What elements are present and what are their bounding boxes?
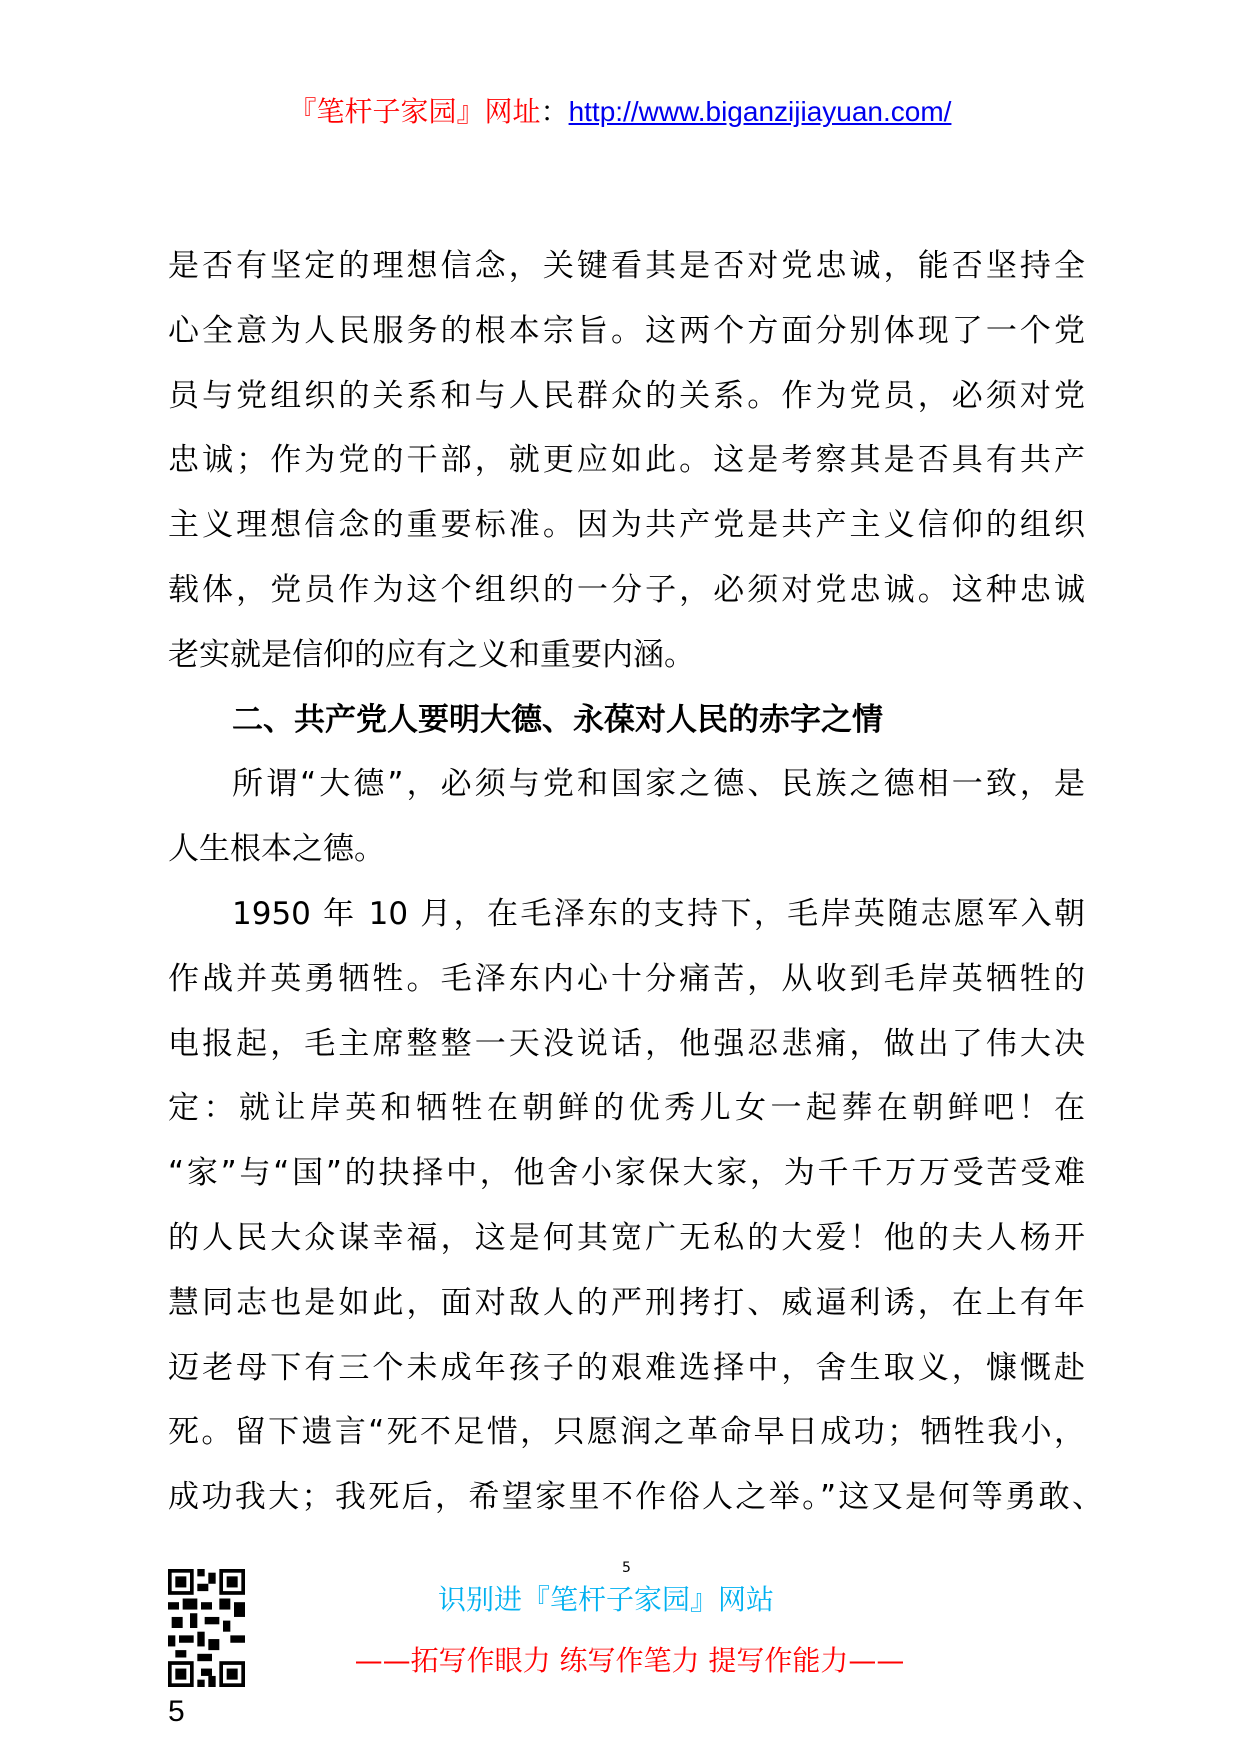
text-line: 人生根本之德。: [168, 831, 385, 868]
document-body: [168, 234, 1103, 1530]
text-line: 电报起，毛主席整整一天没说话，他强忍悲痛，做出了伟大决: [168, 1025, 1085, 1062]
site-url-link[interactable]: http://www.biganzijiayuan.com/: [568, 96, 952, 127]
page-number-small: 5: [622, 1560, 631, 1576]
text-line: 死。留下遗言“死不足惜，只愿润之革命早日成功；牺牲我小，: [168, 1414, 1085, 1451]
section-heading: 二、共产党人要明大德、永葆对人民的赤字之情: [232, 701, 883, 738]
page-number: 5: [168, 1695, 185, 1728]
text-line: 1950 年 10 月，在毛泽东的支持下，毛岸英随志愿军入朝: [232, 895, 1085, 932]
text-line: 老实就是信仰的应有之义和重要内涵。: [168, 636, 695, 673]
text-line: “家”与“国”的抉择中，他舍小家保大家，为千千万万受苦受难: [168, 1155, 1085, 1192]
text-line: 的人民大众谋幸福，这是何其宽广无私的大爱！他的夫人杨开: [168, 1219, 1085, 1256]
header-colon: ：: [540, 95, 569, 128]
text-line: 所谓“大德”，必须与党和国家之德、民族之德相一致，是: [232, 766, 1085, 803]
site-name: 『笔杆子家园』网址: [288, 95, 541, 128]
text-line: 慧同志也是如此，面对敌人的严刑拷打、威逼利诱，在上有年: [168, 1284, 1085, 1321]
text-line: 迈老母下有三个未成年孩子的艰难选择中，舍生取义，慷慨赴: [168, 1349, 1085, 1386]
text-line: 主义理想信念的重要标准。因为共产党是共产主义信仰的组织: [168, 507, 1085, 544]
text-line: 成功我大；我死后，希望家里不作俗人之举。”这又是何等勇敢、: [168, 1479, 1103, 1516]
text-line: 忠诚；作为党的干部，就更应如此。这是考察其是否具有共产: [168, 442, 1085, 479]
text-line: 载体，党员作为这个组织的一分子，必须对党忠诚。这种忠诚: [168, 571, 1085, 608]
text-line: 是否有坚定的理想信念，关键看其是否对党忠诚，能否坚持全: [168, 248, 1085, 284]
footer-slogan-line1: 识别进『笔杆子家园』网站: [437, 1583, 774, 1616]
text-line: 作战并英勇牺牲。毛泽东内心十分痛苦，从收到毛岸英牺牲的: [168, 960, 1085, 997]
text-line: 心全意为人民服务的根本宗旨。这两个方面分别体现了一个党: [168, 312, 1085, 349]
footer-slogan-line2: ——拓写作眼力 练写作笔力 提写作能力——: [354, 1644, 905, 1677]
header: [0, 92, 1240, 132]
text-line: 员与党组织的关系和与人民群众的关系。作为党员，必须对党: [168, 377, 1085, 414]
text-line: 定：就让岸英和牺牲在朝鲜的优秀儿女一起葬在朝鲜吧！在: [168, 1090, 1085, 1127]
